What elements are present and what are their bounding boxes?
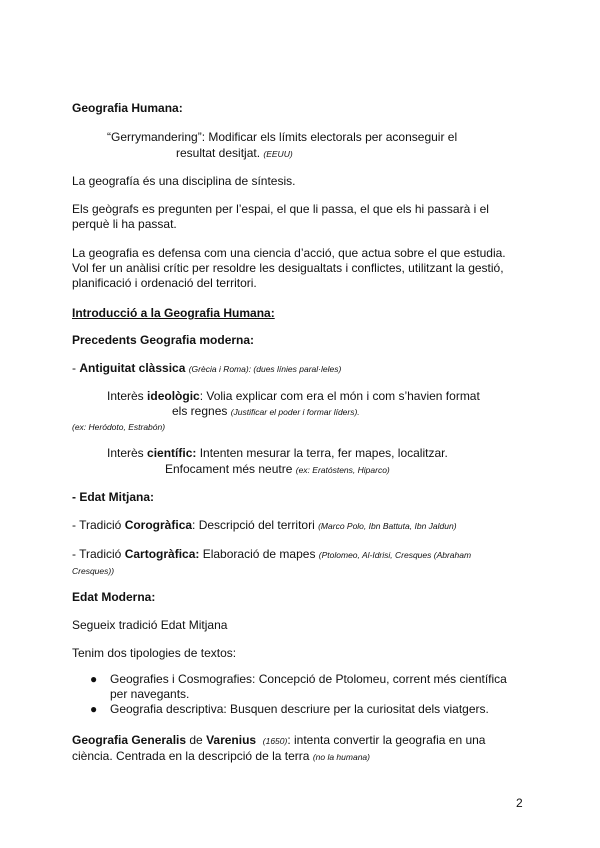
antiguitat-note: (Grècia i Roma): (dues línies paral·leles) [188, 364, 342, 374]
paragraph-geografs-line2: perquè li ha passat. [72, 217, 177, 231]
gerrymandering-note: (EEUU) [263, 149, 293, 159]
heading-geografia-humana: Geografia Humana: [72, 101, 183, 115]
paragraph-sintesi: La geografía és una disciplina de síntesis. [72, 174, 296, 188]
ideologic-line2 [172, 404, 360, 420]
varenius-title: Geografia Generalis [72, 733, 187, 747]
list-item-line2: per navegants. [110, 687, 190, 701]
heading-introduccio: Introducció a la Geografia Humana: [72, 306, 275, 320]
varenius-line2 [72, 749, 512, 765]
list-item [72, 672, 532, 702]
gerrymandering-line2 [176, 146, 293, 162]
varenius-year: (1650) [262, 736, 288, 746]
varenius-ciencia: ciència. Centrada en la descripció de la terra [72, 749, 310, 763]
cartografica-pre: - Tradició [72, 547, 125, 561]
gerrymandering-text: resultat desitjat. [176, 146, 261, 160]
paragraph-accio-line2: Vol fer un anàlisi crític per resoldre les desigualtats i conflictes, utilitzant la gestió, [72, 261, 504, 275]
corografica-line [72, 518, 532, 534]
cartografica-bold: Cartogràfica: [124, 547, 200, 561]
cientific-bold: científic: [147, 446, 197, 460]
ideologic-note: (Justificar el poder i formar líders). [230, 407, 360, 417]
cartografica-line [72, 547, 512, 563]
corografica-bold: Corogràfica [124, 518, 193, 532]
varenius-paragraph [72, 733, 512, 765]
heading-edat-mitjana: - Edat Mitjana: [72, 490, 155, 504]
cartografica-rest: Elaboració de mapes [199, 547, 316, 561]
corografica-pre: - Tradició [72, 518, 125, 532]
antiguitat-prefix: - [72, 361, 80, 375]
corografica-rest: : Descripció del territori [192, 518, 315, 532]
varenius-note: (no la humana) [312, 752, 370, 762]
ideologic-regnes: els regnes [172, 404, 228, 418]
cientific-pre: Interès [107, 446, 148, 460]
page-number: 2 [516, 796, 523, 810]
cartografica-note2: Cresques)) [72, 566, 115, 576]
antiguitat-title: Antiguitat clàssica [79, 361, 186, 375]
varenius-line1 [72, 733, 512, 749]
cientific-line1 [107, 446, 537, 461]
segueix-tradicio: Segueix tradició Edat Mitjana [72, 618, 228, 632]
cientific-line2 [165, 462, 390, 478]
ideologic-pre: Interès [107, 389, 148, 403]
textos-list [72, 672, 532, 717]
antiguitat-line [72, 361, 532, 377]
cientific-note: (ex: Eratóstens, Hiparco) [295, 465, 390, 475]
varenius-author: Varenius [206, 733, 257, 747]
varenius-rest: : intenta convertir la geografia en una [287, 733, 486, 747]
ideologic-bold: ideològic [147, 389, 200, 403]
paragraph-accio [72, 246, 542, 291]
heading-edat-moderna: Edat Moderna: [72, 590, 156, 604]
ideologic-examples: (ex: Heródoto, Estrabón) [72, 422, 166, 432]
list-item-line1: Geografies i Cosmografies: Concepció de Ptolomeu, corrent més científica [110, 672, 507, 686]
heading-precedents: Precedents Geografia moderna: [72, 333, 255, 347]
cartografica-note1: (Ptolomeo, Al-Idrisi, Cresques (Abraham [318, 550, 472, 560]
paragraph-geografs [72, 202, 542, 232]
gerrymandering-line1: “Gerrymandering”: Modificar els límits electorals per aconseguir el [107, 130, 458, 144]
cientific-enfocament: Enfocament més neutre [165, 462, 293, 476]
paragraph-accio-line1: La geografia es defensa com una ciencia d’acció, que actua sobre el que estudia. [72, 246, 506, 260]
tenim-tipologies: Tenim dos tipologies de textos: [72, 646, 237, 660]
varenius-de: de [186, 733, 207, 747]
ideologic-line1 [107, 389, 537, 404]
ideologic-rest: : Volia explicar com era el món i com s’havien format [199, 389, 480, 403]
paragraph-geografs-line1: Els geògrafs es pregunten per l’espai, el que li passa, el que els hi passarà i el [72, 202, 489, 216]
corografica-note: (Marco Polo, Ibn Battuta, Ibn Jaldun) [318, 521, 457, 531]
paragraph-accio-line3: planificació i ordenació del territori. [72, 276, 257, 290]
bullet-icon: ● [90, 672, 98, 686]
cientific-rest: Intenten mesurar la terra, fer mapes, localitzar. [196, 446, 448, 460]
list-item-line1: Geografia descriptiva: Busquen descriure per la curiositat dels viatgers. [110, 702, 489, 716]
bullet-icon: ● [90, 702, 98, 716]
list-item [72, 702, 532, 717]
